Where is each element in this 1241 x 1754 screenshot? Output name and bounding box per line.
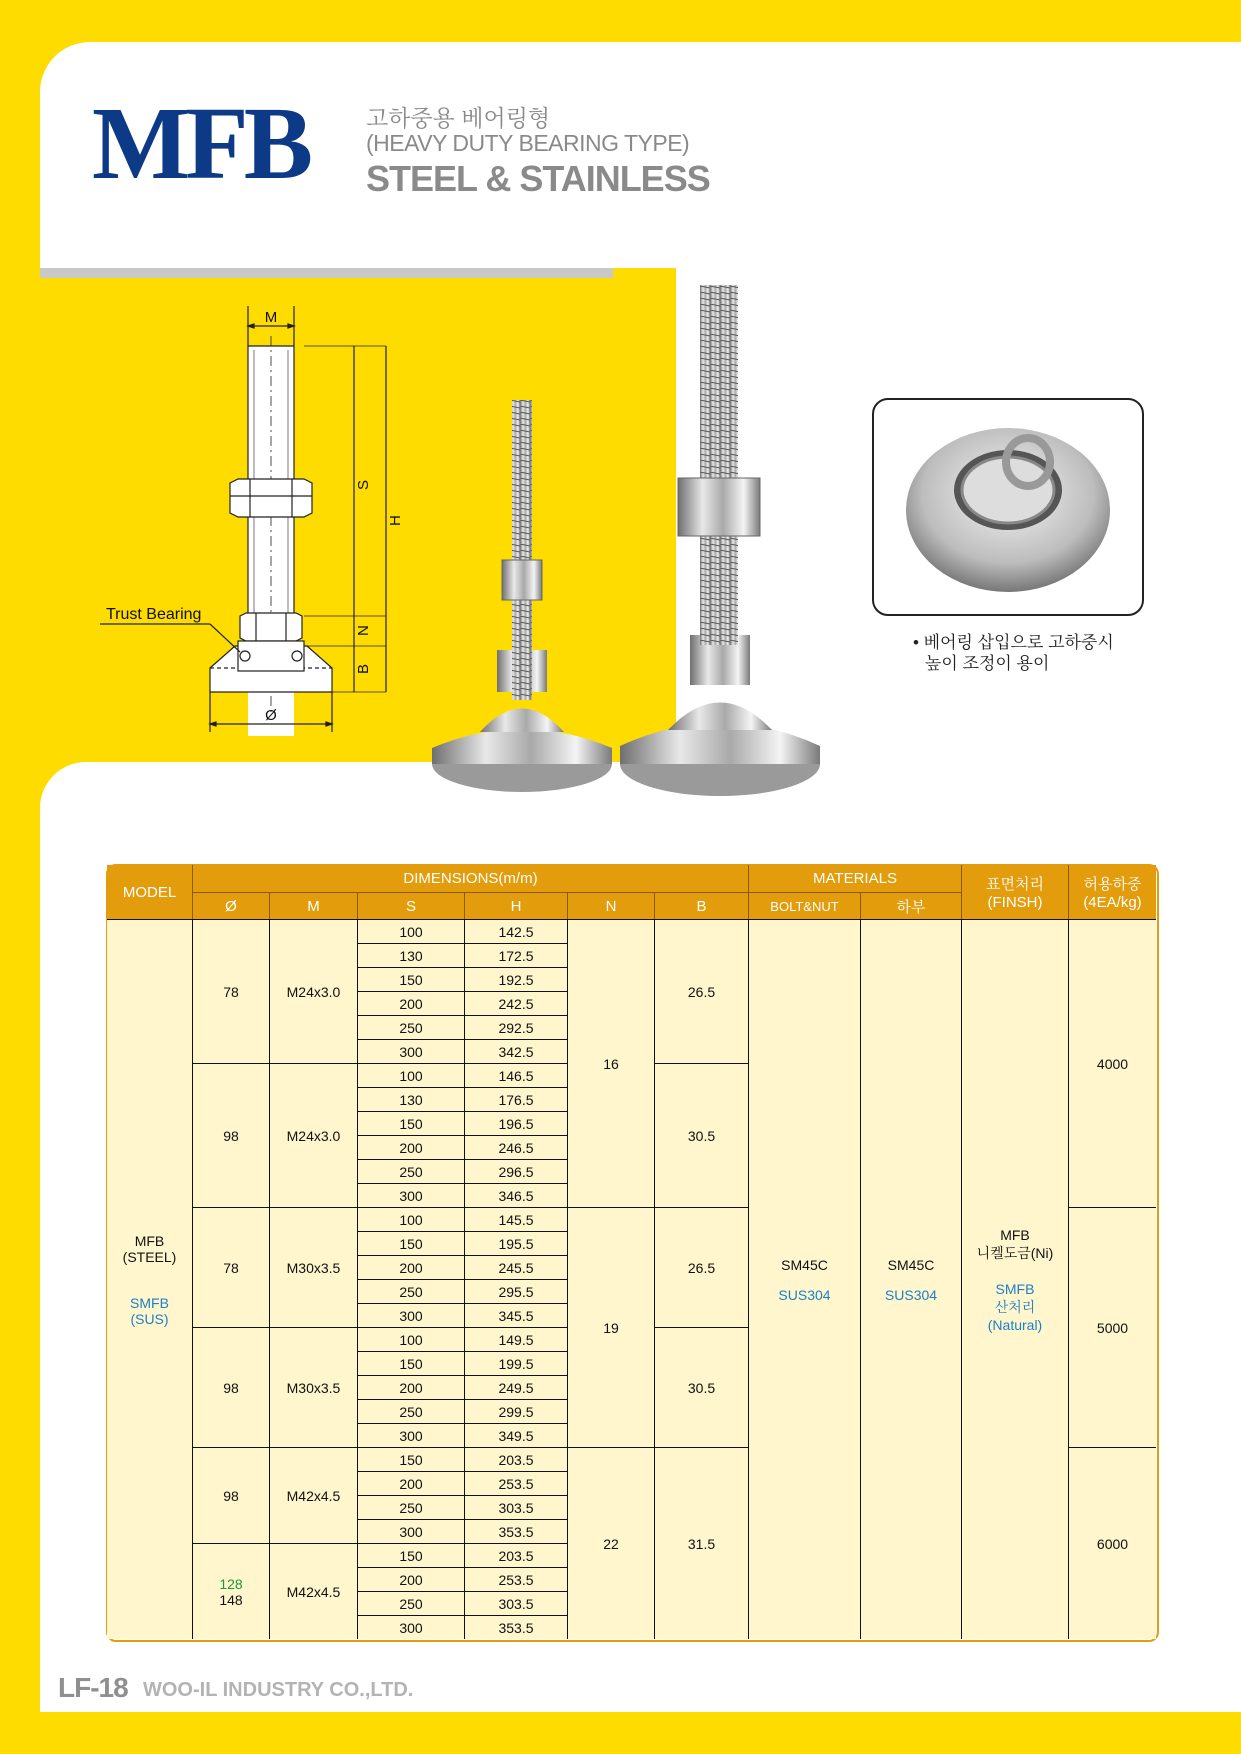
- n-cell: 22: [567, 1447, 654, 1639]
- finish-sus-3: (Natural): [987, 1316, 1043, 1333]
- h-cell: 292.5: [464, 1015, 567, 1039]
- h-cell: 245.5: [464, 1255, 567, 1279]
- thread-cell: M42x4.5: [269, 1543, 357, 1639]
- model-steel-1: MFB: [134, 1232, 165, 1249]
- table-row: [107, 919, 1156, 943]
- s-cell: 250: [357, 1399, 464, 1423]
- s-cell: 100: [357, 919, 464, 943]
- s-cell: 300: [357, 1519, 464, 1543]
- base-material-steel: SM45C: [887, 1256, 935, 1273]
- s-cell: 200: [357, 991, 464, 1015]
- header-m: M: [269, 892, 357, 919]
- s-cell: 300: [357, 1303, 464, 1327]
- h-cell: 249.5: [464, 1375, 567, 1399]
- bolt-material-cell: [748, 919, 860, 1639]
- s-cell: 150: [357, 967, 464, 991]
- finish-cell: [961, 919, 1068, 1639]
- s-cell: 300: [357, 1423, 464, 1447]
- company-name: WOO-IL INDUSTRY CO.,LTD.: [143, 1679, 414, 1701]
- s-cell: 250: [357, 1279, 464, 1303]
- h-cell: 246.5: [464, 1135, 567, 1159]
- header-load-en: (4EA/kg): [1083, 894, 1142, 911]
- s-cell: 250: [357, 1591, 464, 1615]
- subtitle-korean: 고하중용 베어링형: [366, 105, 551, 131]
- s-cell: 300: [357, 1183, 464, 1207]
- thread-cell: M24x3.0: [269, 1063, 357, 1207]
- s-cell: 200: [357, 1135, 464, 1159]
- header-finish-en: (FINSH): [987, 894, 1043, 911]
- header-load-ko: 허용하중: [1083, 876, 1142, 893]
- h-cell: 253.5: [464, 1471, 567, 1495]
- bearing-detail-frame: [872, 398, 1144, 616]
- header-finish-ko: 표면처리: [986, 876, 1044, 893]
- s-cell: 250: [357, 1015, 464, 1039]
- h-cell: 342.5: [464, 1039, 567, 1063]
- s-cell: 150: [357, 1543, 464, 1567]
- h-cell: 353.5: [464, 1519, 567, 1543]
- model-sus-2: (SUS): [130, 1310, 169, 1327]
- s-cell: 100: [357, 1327, 464, 1351]
- s-cell: 100: [357, 1063, 464, 1087]
- h-cell: 253.5: [464, 1567, 567, 1591]
- header-bolt-nut: BOLT&NUT: [748, 892, 860, 919]
- header-finish: [961, 865, 1068, 919]
- product-photo: [430, 280, 920, 810]
- b-cell: 26.5: [654, 919, 748, 1063]
- feature-note-line2: 높이 조정이 용이: [925, 654, 1050, 673]
- bolt-material-steel: SM45C: [781, 1256, 828, 1273]
- technical-drawing: [90, 296, 430, 736]
- subtitle-english: (HEAVY DUTY BEARING TYPE): [366, 130, 690, 156]
- header-dia: Ø: [192, 892, 269, 919]
- h-cell: 146.5: [464, 1063, 567, 1087]
- dia-cell: [192, 1543, 269, 1639]
- thread-cell: M30x3.5: [269, 1327, 357, 1447]
- dia-cell: 98: [192, 1063, 269, 1207]
- page-number: LF-18: [58, 1672, 128, 1703]
- feature-note: [913, 632, 1114, 674]
- load-cell: 6000: [1068, 1447, 1156, 1639]
- divider-bar: [40, 268, 613, 278]
- h-cell: 203.5: [464, 1543, 567, 1567]
- thread-cell: M42x4.5: [269, 1447, 357, 1543]
- bolt-material-sus: SUS304: [778, 1286, 831, 1303]
- s-cell: 130: [357, 943, 464, 967]
- s-cell: 100: [357, 1207, 464, 1231]
- s-cell: 250: [357, 1159, 464, 1183]
- b-cell: 31.5: [654, 1447, 748, 1639]
- finish-steel-2: 니켈도금(Ni): [976, 1244, 1054, 1261]
- feature-note-line1: • 베어링 삽입으로 고하중시: [913, 633, 1114, 652]
- load-cell: 4000: [1068, 919, 1156, 1207]
- brand-logo: MFB: [92, 86, 309, 201]
- h-cell: 196.5: [464, 1111, 567, 1135]
- model-sus-1: SMFB: [130, 1294, 169, 1311]
- h-cell: 353.5: [464, 1615, 567, 1639]
- h-cell: 346.5: [464, 1183, 567, 1207]
- thread-cell: M30x3.5: [269, 1207, 357, 1327]
- s-cell: 130: [357, 1087, 464, 1111]
- model-steel-2: (STEEL): [122, 1248, 177, 1265]
- label-m: M: [264, 309, 278, 326]
- base-material-cell: [860, 919, 961, 1639]
- s-cell: 200: [357, 1471, 464, 1495]
- model-cell: [107, 919, 192, 1639]
- header-base: 하부: [860, 892, 961, 919]
- header-s: S: [357, 892, 464, 919]
- dia-cell: 98: [192, 1447, 269, 1543]
- header-h: H: [464, 892, 567, 919]
- s-cell: 150: [357, 1111, 464, 1135]
- s-cell: 150: [357, 1351, 464, 1375]
- spec-table: [107, 865, 1156, 1639]
- b-cell: 26.5: [654, 1207, 748, 1327]
- label-h: H: [387, 515, 404, 526]
- dia-cell: 78: [192, 1207, 269, 1327]
- h-cell: 295.5: [464, 1279, 567, 1303]
- finish-steel-1: MFB: [1000, 1226, 1030, 1243]
- label-s: S: [355, 479, 372, 490]
- s-cell: 200: [357, 1567, 464, 1591]
- h-cell: 345.5: [464, 1303, 567, 1327]
- s-cell: 250: [357, 1495, 464, 1519]
- h-cell: 242.5: [464, 991, 567, 1015]
- h-cell: 142.5: [464, 919, 567, 943]
- s-cell: 300: [357, 1615, 464, 1639]
- label-n: N: [355, 625, 372, 636]
- s-cell: 200: [357, 1255, 464, 1279]
- b-cell: 30.5: [654, 1063, 748, 1207]
- label-diameter: Ø: [265, 707, 277, 724]
- h-cell: 145.5: [464, 1207, 567, 1231]
- h-cell: 172.5: [464, 943, 567, 967]
- material-title: STEEL & STAINLESS: [366, 158, 710, 199]
- h-cell: 176.5: [464, 1087, 567, 1111]
- h-cell: 192.5: [464, 967, 567, 991]
- n-cell: 16: [567, 919, 654, 1207]
- dia-cell: 98: [192, 1327, 269, 1447]
- h-cell: 199.5: [464, 1351, 567, 1375]
- h-cell: 349.5: [464, 1423, 567, 1447]
- header-materials: MATERIALS: [748, 865, 961, 892]
- s-cell: 150: [357, 1447, 464, 1471]
- dia-value: 148: [219, 1591, 243, 1608]
- label-trust-bearing: Trust Bearing: [106, 606, 202, 623]
- h-cell: 203.5: [464, 1447, 567, 1471]
- load-cell: 5000: [1068, 1207, 1156, 1447]
- header-n: N: [567, 892, 654, 919]
- header-load: [1068, 865, 1156, 919]
- h-cell: 303.5: [464, 1495, 567, 1519]
- dia-cell: 78: [192, 919, 269, 1063]
- h-cell: 195.5: [464, 1231, 567, 1255]
- header-b: B: [654, 892, 748, 919]
- s-cell: 150: [357, 1231, 464, 1255]
- header-dimensions: DIMENSIONS(m/m): [192, 865, 748, 892]
- h-cell: 303.5: [464, 1591, 567, 1615]
- bearing-detail-photo: [874, 400, 1142, 614]
- label-b: B: [355, 663, 372, 674]
- h-cell: 149.5: [464, 1327, 567, 1351]
- base-material-sus: SUS304: [884, 1286, 938, 1303]
- header-model: MODEL: [107, 865, 192, 919]
- finish-sus-1: SMFB: [995, 1280, 1035, 1297]
- n-cell: 19: [567, 1207, 654, 1447]
- s-cell: 300: [357, 1039, 464, 1063]
- thread-cell: M24x3.0: [269, 919, 357, 1063]
- h-cell: 296.5: [464, 1159, 567, 1183]
- h-cell: 299.5: [464, 1399, 567, 1423]
- b-cell: 30.5: [654, 1327, 748, 1447]
- dia-alt-value: 128: [219, 1575, 243, 1592]
- finish-sus-2: 산처리: [994, 1298, 1036, 1315]
- s-cell: 200: [357, 1375, 464, 1399]
